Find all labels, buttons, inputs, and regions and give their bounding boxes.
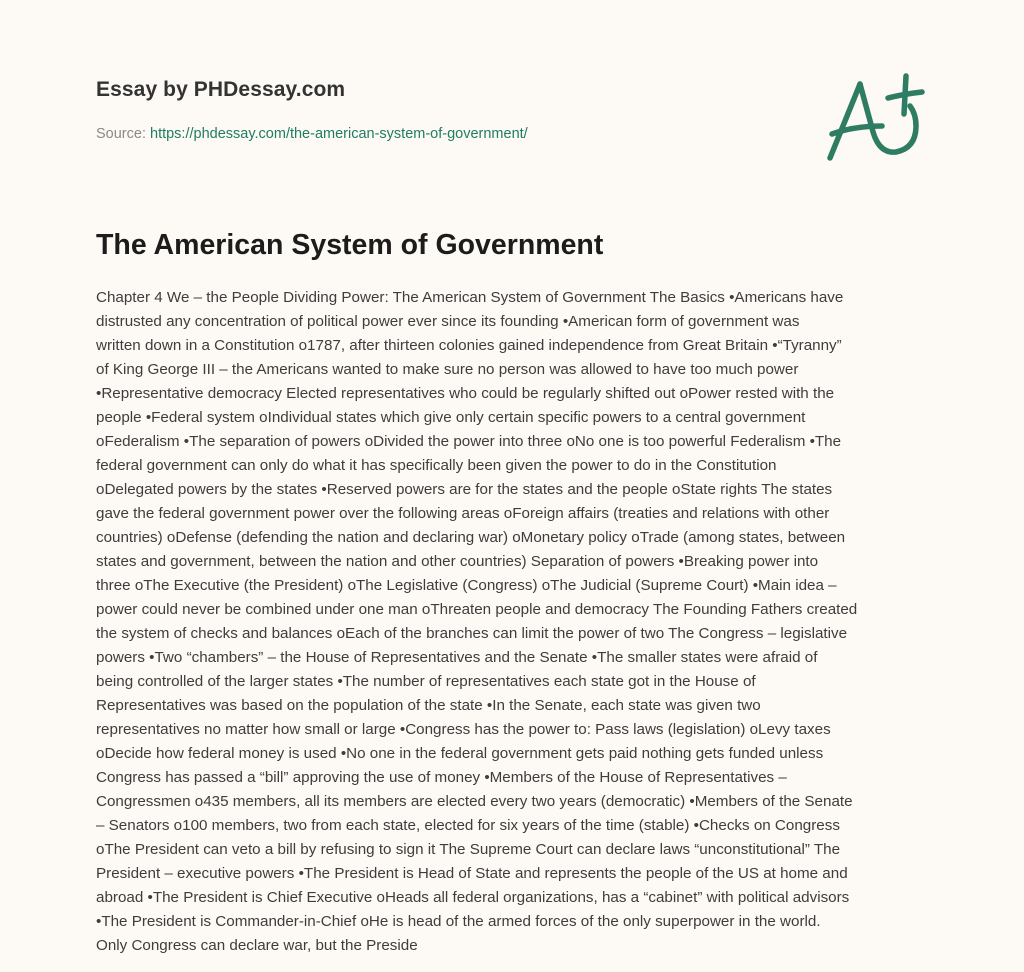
body-line: President – executive powers •The President is Head of State and represents the people of the US at home and [96, 865, 848, 882]
body-line: oFederalism •The separation of powers oDivided the power into three oNo one is too powerful Federalism •The [96, 433, 842, 450]
body-line: federal government can only do what it has specifically been given the power to do in the Constitution [96, 457, 777, 474]
body-line: Only Congress can declare war, but the Preside [96, 937, 418, 954]
site-header [96, 76, 345, 104]
body-line: oThe President can veto a bill by refusing to sign it The Supreme Court can declare laws “unconstitutional” The [96, 841, 841, 858]
article-title: The American System of Government [96, 229, 604, 261]
body-line: abroad •The President is Chief Executive oHeads all federal organizations, has a “cabinet” with political advisors [96, 889, 850, 906]
body-line: Representatives was based on the population of the state •In the Senate, each state was given two [96, 697, 761, 714]
body-line: Congressmen o435 members, all its members are elected every two years (democratic) •Members of the Senate [96, 793, 853, 810]
body-line: •The President is Commander-in-Chief oHe is head of the armed forces of the only superpower in the world. [96, 913, 821, 930]
body-line: oDelegated powers by the states •Reserved powers are for the states and the people oState rights The states [96, 481, 833, 498]
body-line: powers •Two “chambers” – the House of Representatives and the Senate •The smaller states were afraid of [96, 649, 818, 666]
a-plus-grade-icon [820, 66, 932, 166]
source-line [96, 124, 528, 144]
body-line: three oThe Executive (the President) oThe Legislative (Congress) oThe Judicial (Supreme Court) •Main idea – [96, 577, 837, 594]
body-line: oDecide how federal money is used •No one in the federal government gets paid nothing gets funded unless [96, 745, 824, 762]
body-line: the system of checks and balances oEach of the branches can limit the power of two The Congress – legislative [96, 625, 848, 642]
body-line: gave the federal government power over the following areas oForeign affairs (treaties and relations with other [96, 505, 830, 522]
body-line: being controlled of the larger states •The number of representatives each state got in the House of [96, 673, 756, 690]
body-line: of King George III – the Americans wanted to make sure no person was allowed to have too much power [96, 361, 799, 378]
source-label: Source: [96, 126, 150, 142]
body-line: countries) oDefense (defending the nation and declaring war) oMonetary policy oTrade (among states, between [96, 529, 846, 546]
body-line: states and government, between the nation and other countries) Separation of powers •Breaking power into [96, 553, 819, 570]
body-line: •Representative democracy Elected representatives who could be regularly shifted out oPower rested with the [96, 385, 835, 402]
body-line: – Senators o100 members, two from each state, elected for six years of the time (stable) •Checks on Congress [96, 817, 840, 834]
body-line: written down in a Constitution o1787, after thirteen colonies gained independence from Great Britain •“Tyranny” [96, 337, 842, 354]
body-line: Chapter 4 We – the People Dividing Power: The American System of Government The Basics •Americans have [96, 289, 844, 306]
article-body [96, 286, 932, 958]
body-line: power could never be combined under one man oThreaten people and democracy The Founding Fathers created [96, 601, 858, 618]
body-line: representatives no matter how small or large •Congress has the power to: Pass laws (legislation) oLevy taxes [96, 721, 831, 738]
source-link[interactable]: https://phdessay.com/the-american-system-of-government/ [150, 126, 528, 142]
body-line: people •Federal system oIndividual states which give only certain specific powers to a central government [96, 409, 806, 426]
body-line: distrusted any concentration of political power ever since its founding •American form of government was [96, 313, 800, 330]
body-line: Congress has passed a “bill” approving the use of money •Members of the House of Representatives – [96, 769, 787, 786]
brand-title: Essay by PHDessay.com [96, 78, 346, 101]
